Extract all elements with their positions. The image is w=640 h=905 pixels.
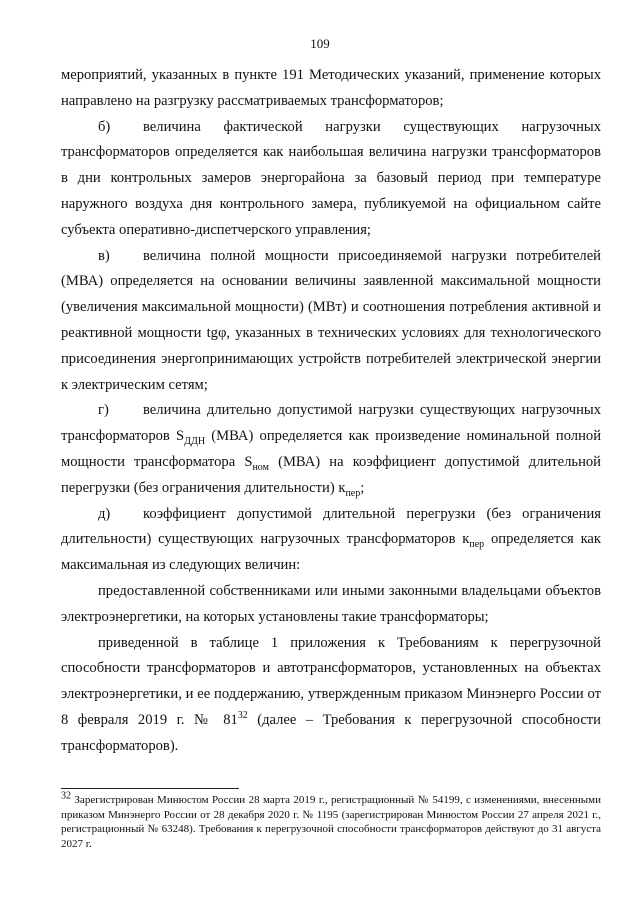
paragraph-continuation: мероприятий, указанных в пункте 191 Методических указаний, применение которых направлено на разгрузку рассматриваемых трансформаторов;	[61, 67, 601, 109]
paragraph-g-text-4: ;	[360, 479, 365, 496]
paragraph-v	[61, 244, 601, 399]
page-number: 109	[310, 36, 330, 51]
paragraph-table-text-2: (далее – Требования к перегрузочной способности трансформаторов).	[61, 711, 601, 754]
item-label-b: б)	[98, 118, 111, 135]
item-label-v: в)	[98, 247, 110, 264]
paragraph-g	[61, 398, 601, 501]
footnote-reference: 32	[237, 710, 248, 722]
paragraph-g-text-2: (МВА) определяется как произведение номинальной полной мощности трансформатора S	[61, 428, 602, 470]
footnote-marker: 32	[61, 790, 71, 802]
paragraph-b	[61, 115, 601, 244]
item-label-g: г)	[98, 402, 109, 419]
subscript-nom: ном	[252, 461, 269, 473]
subscript-per: пер	[469, 539, 485, 551]
paragraph-b-text: величина фактической нагрузки существующих нагрузочных трансформаторов определяется как наибольшая величина нагрузки трансформаторов в дни контрольных замеров энергорайона за базовый период при температуре наружного воздуха дня контрольного замера, публикуемой на официальном сайте субъекта оперативно-диспетчерского управления;	[61, 118, 601, 238]
paragraph-table	[61, 631, 601, 760]
footnote	[61, 790, 601, 851]
paragraph-d	[61, 502, 601, 579]
document-body	[61, 63, 601, 760]
subscript-ddn: ДДН	[184, 436, 206, 448]
paragraph-g-text-1: величина длительно допустимой нагрузки существующих нагрузочных трансформаторов S	[61, 402, 601, 445]
paragraph-g-text-3: (МВА) на коэффициент допустимой длительной перегрузки (без ограничения длительности) к	[61, 453, 601, 496]
paragraph-table-text-1: приведенной в таблице 1 приложения к Требованиям к перегрузочной способности трансформаторов и автотрансформаторов, установленных на объектах электроэнергетики, и ее поддержанию, утвержденным приказом Минэнерго России от 8 февраля 2019 г. № 81	[61, 634, 601, 728]
paragraph-owners: предоставленной собственниками или иными законными владельцами объектов электроэнергетики, на которых установлены такие трансформаторы;	[61, 582, 601, 625]
footnote-separator	[61, 788, 239, 789]
item-label-d: д)	[98, 505, 111, 522]
paragraph-d-text-2: определяется как максимальная из следующих величин:	[61, 531, 602, 574]
footnote-text	[61, 790, 601, 851]
paragraph-v-text: величина полной мощности присоединяемой нагрузки потребителей (МВА) определяется на основании величины заявленной максимальной мощности (увеличения максимальной мощности) (МВт) и соотношения потребления активной и реактивной мощности tgφ, указанных в технических условиях для технологического присоединения энергопринимающих устройств потребителей электрической энергии к электрическим сетям;	[61, 247, 601, 393]
paragraph-d-text-1: коэффициент допустимой длительной перегрузки (без ограничения длительности) существующих нагрузочных трансформаторов к	[61, 505, 601, 548]
subscript-per: пер	[345, 487, 361, 499]
footnote-body: Зарегистрирован Минюстом России 28 марта 2019 г., регистрационный № 54199, с изменениями, внесенными приказом Минэнерго России от 28 декабря 2020 г. № 1195 (зарегистрирован Минюстом России 27 апреля 2021 г., регистрационный № 63248). Требования к перегрузочной способности трансформаторов действуют до 31 августа 2027 г.	[61, 794, 601, 850]
